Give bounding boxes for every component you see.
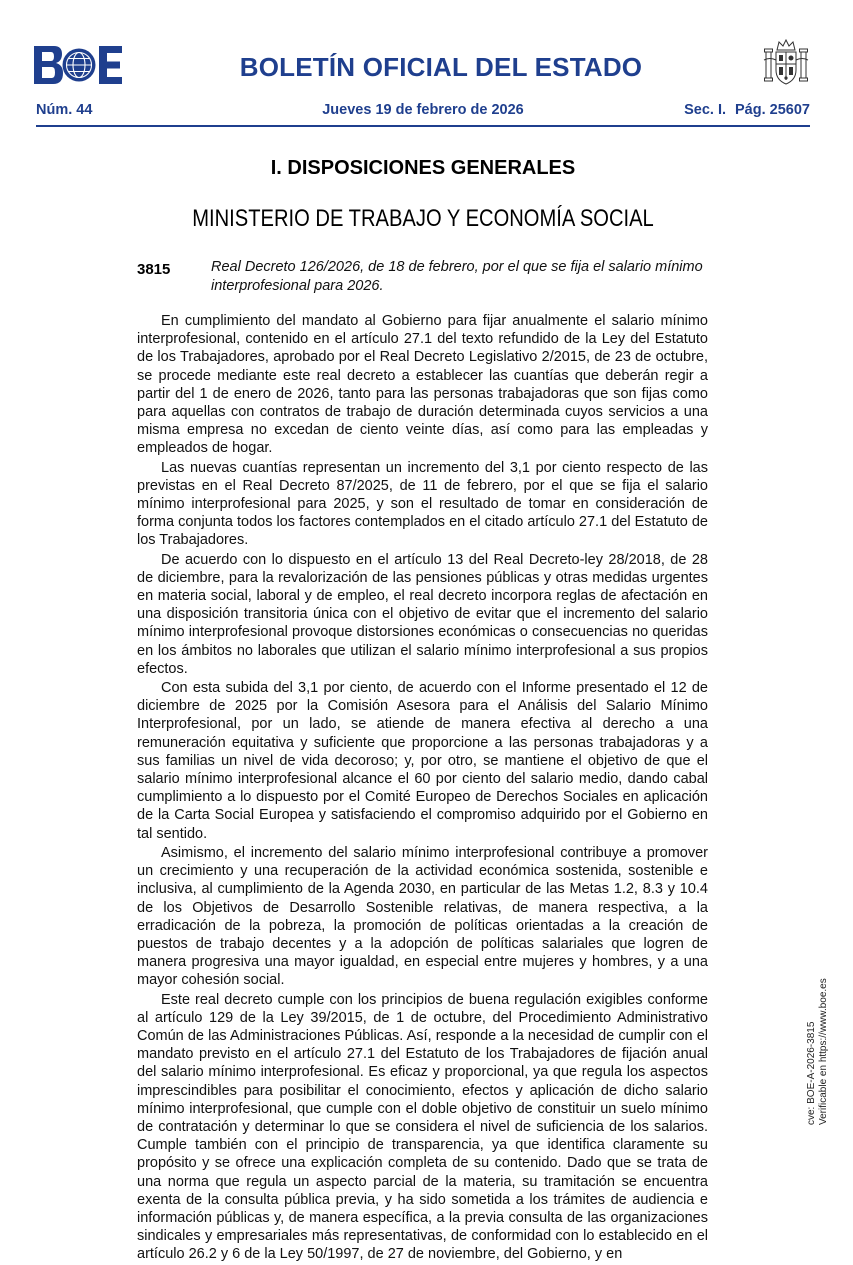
header-divider <box>36 125 810 127</box>
body-paragraph: De acuerdo con lo dispuesto en el artículo 13 del Real Decreto-ley 28/2018, de 28 de diciembre, para la revalorización de las pensiones públicas y otras medidas urgentes en materia social, laboral y de empleo, el real decreto incorpora reglas de afectación en una disposición transitoria única con el objetivo de evitar que el incremento del salario mínimo interprofesional provoque distorsiones económicas o consecuencias no queridas en los ámbitos no laborales que utilizan el salario mínimo interprofesional a sus propios efectos. <box>137 551 708 677</box>
section-heading: I. DISPOSICIONES GENERALES <box>270 157 576 179</box>
ministry-heading: MINISTERIO DE TRABAJO Y ECONOMÍA SOCIAL <box>192 205 654 232</box>
document-body <box>137 312 708 1265</box>
verification-link[interactable]: Verificable en https://www.boe.es <box>818 978 829 1125</box>
verification-sidebar <box>806 965 836 1125</box>
issue-date: Jueves 19 de febrero de 2026 <box>322 102 524 118</box>
issue-number: Núm. 44 <box>36 102 93 118</box>
body-paragraph: En cumplimiento del mandato al Gobierno para fijar anualmente el salario mínimo interprofesional, contenido en el artículo 27.1 del texto refundido de la Ley del Estatuto de los Trabajadores, aprobado por el Real Decreto Legislativo 2/2015, de 23 de octubre, se procede mediante este real decreto a establecer las cuantías que deberán regir a partir del 1 de enero de 2026, tanto para las personas trabajadoras que son fijas como para aquellas con contratos de trabajo de duración determinada cuyos servicios a una misma empresa no excedan de ciento veinte días, así como para las empleadas y empleados de hogar. <box>137 313 708 457</box>
cve-code: cve: BOE-A-2026-3815 <box>806 1021 817 1125</box>
body-paragraph: Con esta subida del 3,1 por ciento, de acuerdo con el Informe presentado el 12 de diciembre de 2025 por la Comisión Asesora para el Análisis del Salario Mínimo Interprofesional, por un lado, se atiende de manera efectiva al derecho a una remuneración equitativa y suficiente que proporcione a las personas trabajadoras y a sus familias un nivel de vida decoroso; y, por otro, se mantiene el objetivo de que el salario mínimo interprofesional alcance el 60 por ciento del salario medio, dando cabal cumplimiento a lo dispuesto por el Comité Europeo de Derechos Sociales en aplicación de la Carta Social Europea y satisfaciendo el compromiso adquirido por el Gobierno en tal sentido. <box>137 680 708 842</box>
boe-logo <box>34 46 122 84</box>
spain-coat-of-arms-icon <box>762 38 810 88</box>
disposition-number: 3815 <box>137 261 171 278</box>
body-paragraph: Asimismo, el incremento del salario mínimo interprofesional contribuye a promover un crecimiento y una recuperación de la actividad económica sostenida, sostenible e inclusiva, al cumplimiento de la Agenda 2030, en particular de las Metas 1.2, 8.3 y 10.4 de los Objetivos de Desarrollo Sostenible relativas, de manera respectiva, a la erradicación de la pobreza, la promoción de políticas orientadas a la creación de puestos de trabajo decentes y a la adopción de políticas salariales que logren de manera progresiva una mayor igualdad, en especial entre mujeres y hombres, y a una mayor cohesión social. <box>137 844 708 989</box>
body-paragraph: Las nuevas cuantías representan un incremento del 3,1 por ciento respecto de las previstas en el Real Decreto 87/2025, de 11 de febrero, por el que se fija el salario mínimo interprofesional para 2025, y son el resultado de tomar en consideración de forma conjunta todos los factores contemplados en el citado artículo 27.1 del Estatuto de los Trabajadores. <box>137 459 708 549</box>
section-label: Sec. I. <box>684 102 727 118</box>
page-title: BOLETÍN OFICIAL DEL ESTADO <box>239 52 643 82</box>
section-page <box>684 102 810 118</box>
page-number: Pág. 25607 <box>735 102 810 118</box>
body-paragraph: Este real decreto cumple con los principios de buena regulación exigibles conforme al artículo 129 de la Ley 39/2015, de 1 de octubre, del Procedimiento Administrativo Común de las Administraciones Públicas. Así, responde a la necesidad de cumplir con el mandato previsto en el artículo 27.1 del Estatuto de los Trabajadores de fijación anual del salario mínimo interprofesional. Es eficaz y proporcional, ya que regula los aspectos imprescindibles para posibilitar el conocimiento, efectos y aplicación de dicho salario mínimo interprofesional, que cumple con el doble objetivo de constituir un suelo mínimo de contratación y determinar lo que se considera el nivel de suficiencia de los salarios. Cumple también con el principio de transparencia, ya que identifica claramente su propósito y se ofrece una explicación completa de su contenido. Dado que se trata de una norma que regula un aspecto parcial de la materia, su tramitación se encuentra exenta de la consulta pública previa, y ha sido sometida a los trámites de audiencia e información públicas y, de manera específica, a la previa consulta de las organizaciones sindicales y empresariales más representativas, de conformidad con lo establecido en el artículo 26.2 y 6 de la Ley 50/1997, de 27 de noviembre, del Gobierno, y en <box>137 991 708 1263</box>
disposition-title: Real Decreto 126/2026, de 18 de febrero, por el que se fija el salario mínimo interprofesional para 2026. <box>211 259 703 294</box>
issue-meta-row <box>36 102 810 122</box>
